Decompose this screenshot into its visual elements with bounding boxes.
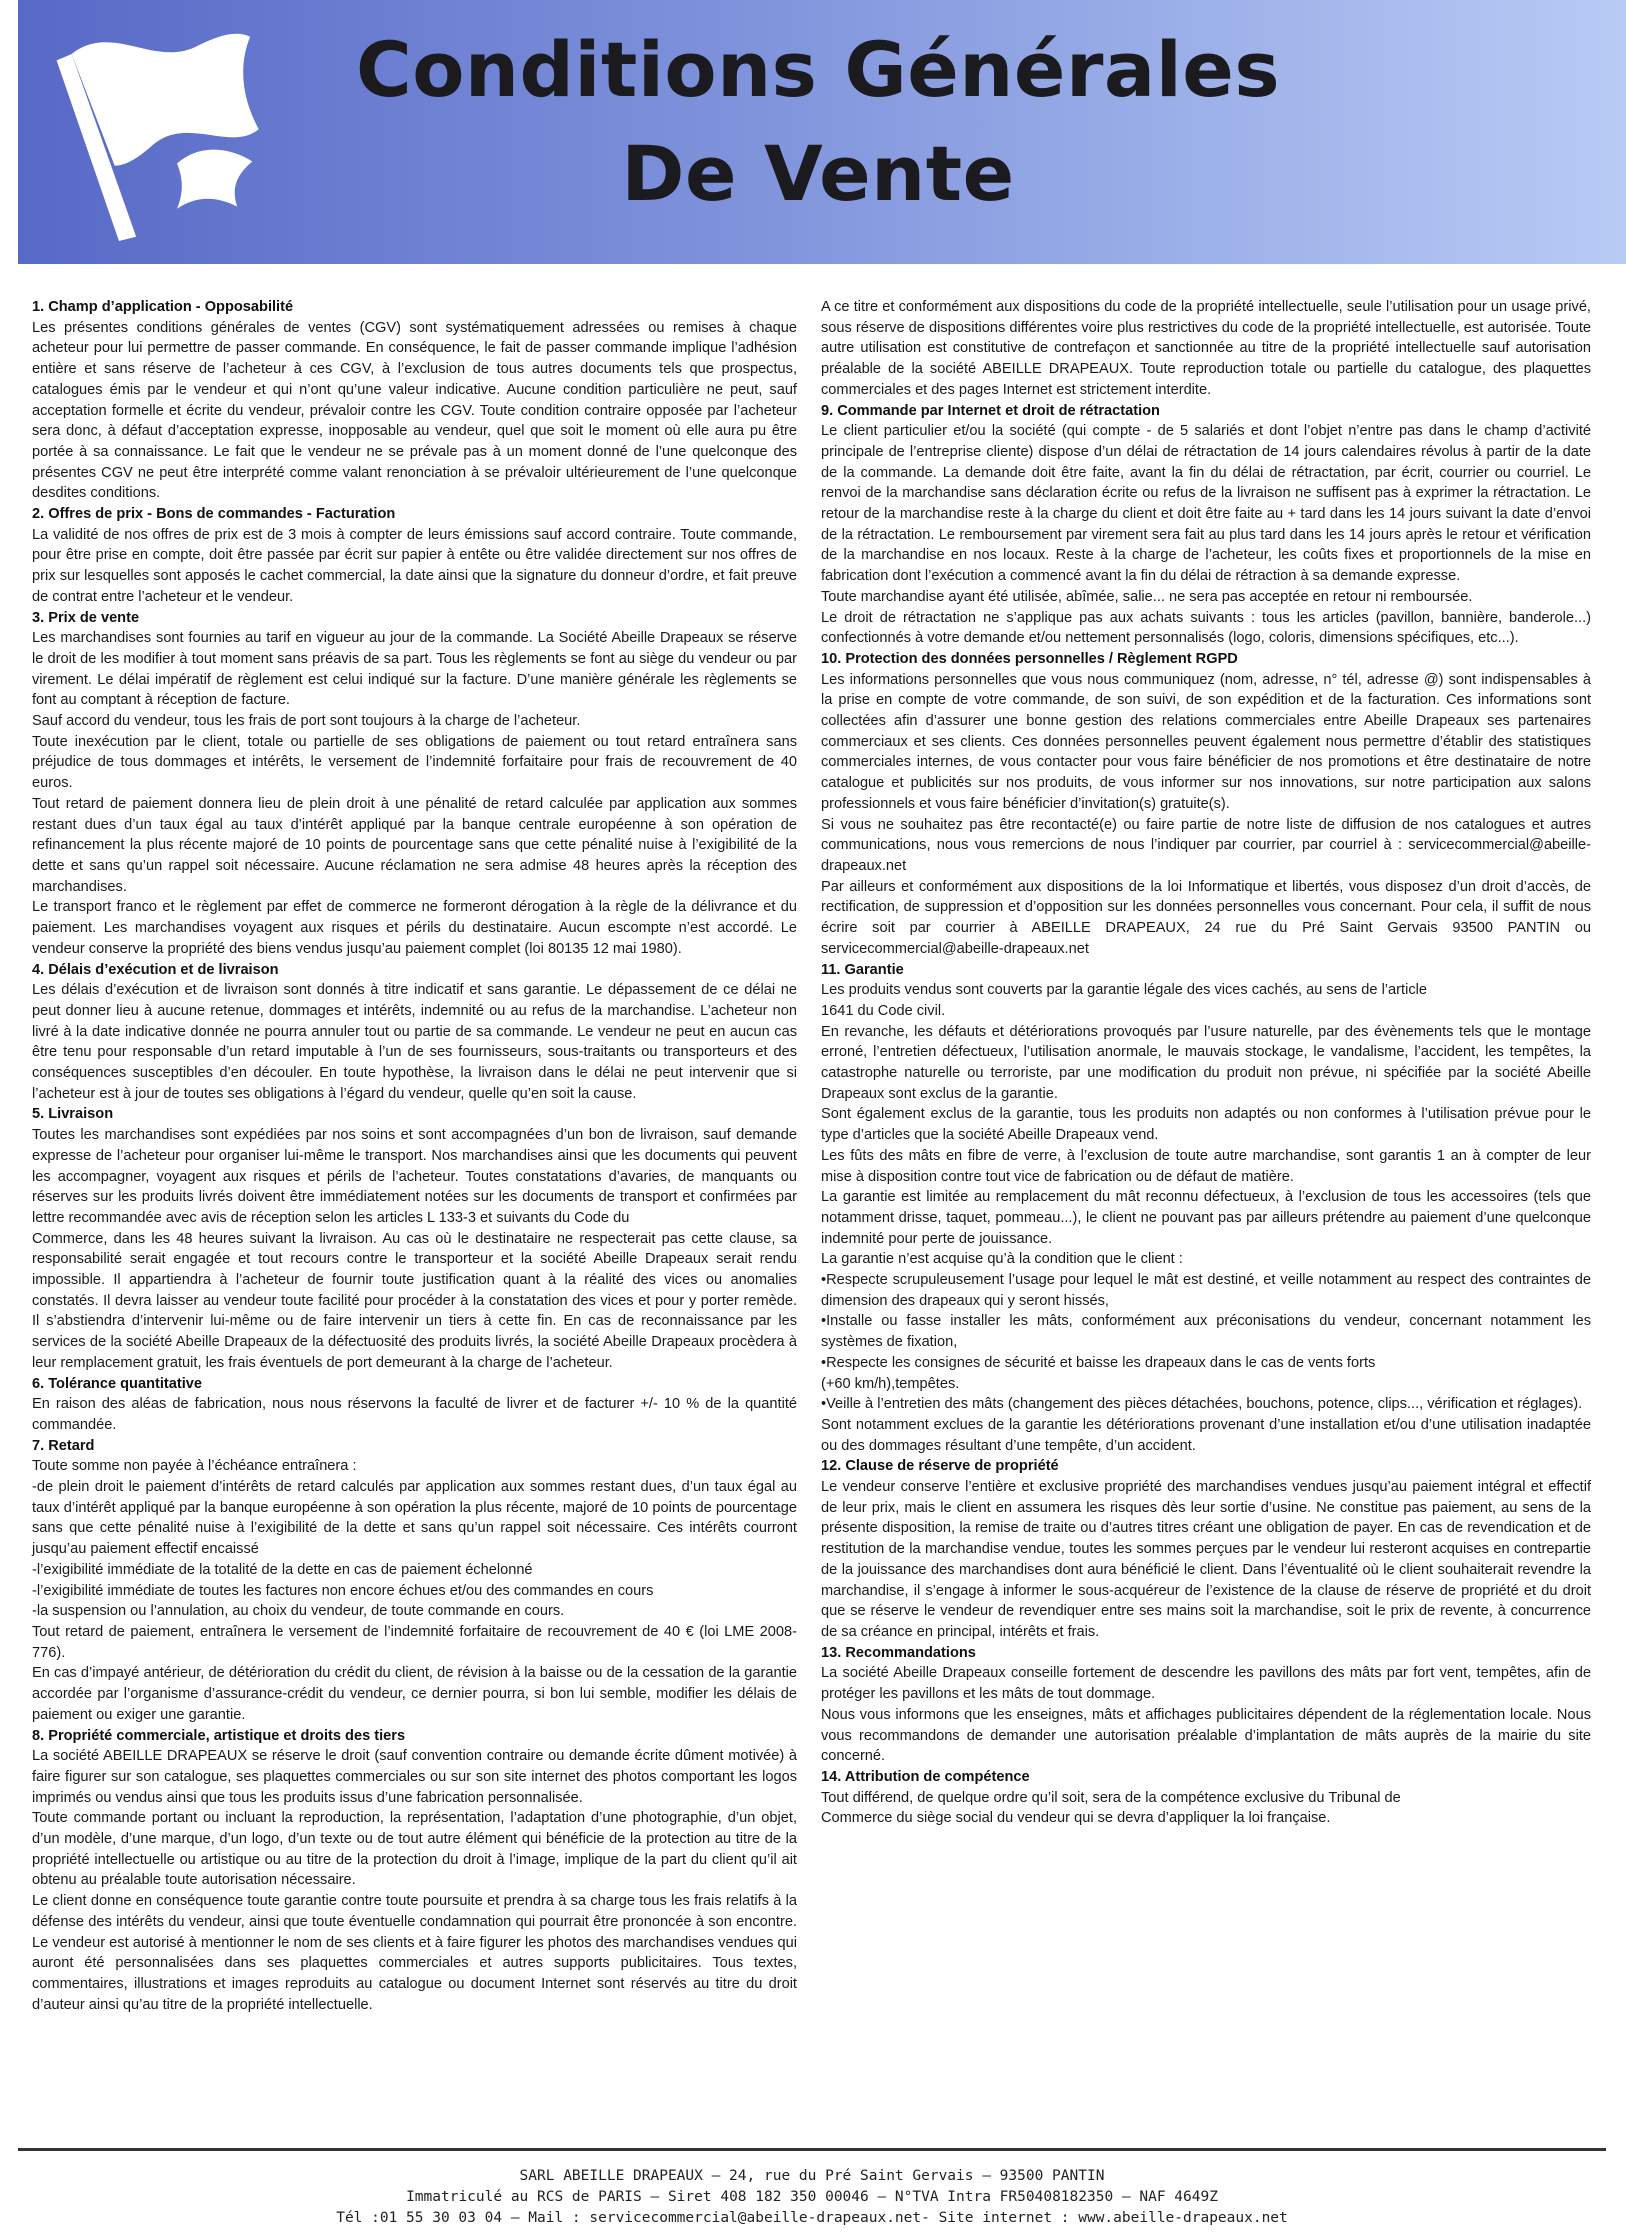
title-line-2: De Vente xyxy=(621,129,1015,218)
cgv-section xyxy=(821,401,1591,649)
section-paragraph: Toute marchandise ayant été utilisée, abîmée, salie... ne sera pas acceptée en retour ni remboursée. xyxy=(821,588,1473,605)
section-paragraph: En revanche, les défauts et détériorations provoqués par l’usure naturelle, par des évènements tels que le montage erroné, l’entretien défectueux, l’utilisation anormale, le mauvais stockage, le vandalisme, l’accident, les tempêtes, la catastrophe naturelle ou terroriste, par une modification du produit non prévue, ni spécifiée par la société Abeille Drapeaux sont exclus de la garantie. xyxy=(821,1023,1591,1102)
cgv-section xyxy=(32,960,797,1105)
section-heading: 12. Clause de réserve de propriété xyxy=(821,1458,1059,1475)
section-paragraph: Commerce, dans les 48 heures suivant la livraison. Au cas où le destinataire ne respecterait pas cette clause, sa responsabilité serait engagée et tout recours contre le transporteur et la société Abeille Drapeaux serait rendu impossible. Il appartiendra à l’acheteur de fournir toute justification quant à la réalité des vices ou anomalies constatés. Il devra laisser au vendeur toute facilité pour procéder à la constatation des vices et pour y porter remède. Il s’abstiendra d’intervenir lui-même ou de faire intervenir un tiers à cette fin. En cas de reconnaissance par les services de la société Abeille Drapeaux de la défectuosité des produits livrés, la société Abeille Drapeaux procèdera à leur remplacement gratuit, les frais éventuels de port demeurant à la charge de l’acheteur. xyxy=(32,1230,797,1371)
section-paragraph: •Veille à l’entretien des mâts (changement des pièces détachées, bouchons, potence, clips..., vérification et réglages). xyxy=(821,1396,1583,1413)
footer-contact: Tél :01 55 30 03 04 – Mail : servicecommercial@abeille-drapeaux.net- Site internet : www.abeille-drapeaux.net xyxy=(336,2210,1288,2226)
footer-divider xyxy=(18,2148,1606,2151)
section-paragraph: -l’exigibilité immédiate de la totalité de la dette en cas de paiement échelonné xyxy=(32,1561,533,1578)
section-paragraph: La société Abeille Drapeaux conseille fortement de descendre les pavillons des mâts par fort vent, tempêtes, afin de protéger les pavillons et les mâts de tout dommage. xyxy=(821,1665,1591,1703)
section-heading: 3. Prix de vente xyxy=(32,609,140,626)
section-heading: 1. Champ d’application - Opposabilité xyxy=(32,299,294,315)
page-title xyxy=(278,18,1358,226)
section-paragraph: Les informations personnelles que vous nous communiquez (nom, adresse, n° tél, adresse @) sont indispensables à la prise en compte de votre commande, de son suivi, de son expédition et de la facturation. Ces informations sont collectées afin d’assurer une bonne gestion des relations commerciales entre Abeille Drapeaux ses partenaires commerciaux et ses clients. Ces données personnelles peuvent également nous permettre d’établir des statistiques commerciales internes, de vous contacter pour vous faire bénéficier de nos promotions et être destinataire de notre catalogue et publicités sur nos produits, de vous informer sur nos innovations, sur notre participation aux salons professionnels et vous faire bénéficier d’invitation(s) gratuite(s). xyxy=(821,671,1591,812)
section-paragraph: Les produits vendus sont couverts par la garantie légale des vices cachés, au sens de l’article xyxy=(821,982,1427,999)
section-paragraph: Tout retard de paiement, entraînera le versement de l’indemnité forfaitaire de recouvrement de 40 € (loi LME 2008-776). xyxy=(32,1624,797,1661)
section-paragraph: Si vous ne souhaitez pas être recontacté(e) ou faire partie de notre liste de diffusion de nos catalogues et autres communications, nous vous remercions de nous l’indiquer par courrier, par courriel à : servicecommercial@abeille-drapeaux.net xyxy=(821,816,1591,874)
cgv-section xyxy=(821,649,1591,960)
cgv-section xyxy=(32,297,797,504)
section-paragraph: -de plein droit le paiement d’intérêts de retard calculés par application aux sommes restant dues, d’un taux égal au taux d’intérêt appliqué par la banque européenne à son opération la plus récente, majoré de 10 points de pourcentage sans que cette pénalité nuise à l’exigibilité de la dette et sans qu’un rappel soit nécessaire. Ces intérêts courront jusqu’au paiement effectif encaissé xyxy=(32,1479,797,1558)
section-paragraph: Les délais d’exécution et de livraison sont donnés à titre indicatif et sans garantie. Le dépassement de ce délai ne peut donner lieu à aucune retenue, dommages et intérêts, indemnité ou au refus de la marchandise. L’acheteur non livré à la date indicative donnée ne pourra annuler tout ou partie de sa commande. Le vendeur ne peut en aucun cas être tenu pour responsable d’un retard imputable à l’un de ses fournisseurs, sous-traitants ou transporteurs et des conséquences susceptibles d’en découler. En toute hypothèse, la livraison dans le délai ne peut intervenir que si l’acheteur est à jour de toutes ses obligations à l’égard du vendeur, quelle qu’en soit la cause. xyxy=(32,982,797,1102)
section-paragraph: En cas d’impayé antérieur, de détérioration du crédit du client, de révision à la baisse ou de la cessation de la garantie accordée par l’organisme d’assurance-crédit du vendeur, ce dernier pourra, si bon lui semble, modifier les délais de paiement ou exiger une garantie. xyxy=(32,1665,797,1723)
section-heading: 14. Attribution de compétence xyxy=(821,1768,1030,1785)
cgv-section xyxy=(821,960,1591,1457)
section-heading: 9. Commande par Internet et droit de rétractation xyxy=(821,402,1160,419)
section-paragraph: -la suspension ou l’annulation, au choix du vendeur, de toute commande en cours. xyxy=(32,1603,565,1620)
flag-icon xyxy=(48,26,263,241)
section-heading: 6. Tolérance quantitative xyxy=(32,1375,203,1392)
cgv-section xyxy=(32,608,797,960)
section-paragraph: Le transport franco et le règlement par effet de commerce ne formeront dérogation à la règle de la délivrance et du paiement. Les marchandises voyagent aux risques et périls du destinataire. Aucun escompte n’est accordé. Le vendeur conserve la propriété des biens vendus jusqu’au paiement complet (loi 80135 12 mai 1980). xyxy=(32,899,797,957)
cgv-section xyxy=(32,1104,797,1373)
section-paragraph: Tout différend, de quelque ordre qu’il soit, sera de la compétence exclusive du Tribunal de xyxy=(821,1789,1401,1806)
section-paragraph: La société ABEILLE DRAPEAUX se réserve le droit (sauf convention contraire ou demande écrite dûment motivée) à faire figurer sur son catalogue, ses plaquettes commerciales ou sur son site internet des photos comportant les logos imprimés ou vendus ainsi que tous les produits issus d’une fabrication personnalisée. xyxy=(32,1748,797,1806)
cgv-section xyxy=(821,297,1591,401)
footer-registration: Immatriculé au RCS de PARIS – Siret 408 182 350 00046 – N°TVA Intra FR50408182350 – NAF 4649Z xyxy=(406,2189,1218,2205)
section-paragraph: Le droit de rétractation ne s’applique pas aux achats suivants : tous les articles (pavillon, bannière, banderole...) confectionnés à votre demande et/ou nettement personnalisés (logo, coloris, dimensions spécifiques, etc...). xyxy=(821,609,1591,647)
section-paragraph: Sont notamment exclues de la garantie les détériorations provenant d’une installation et/ou d’une utilisation inadaptée ou des dommages résultant d’une tempête, d’un accident. xyxy=(821,1416,1591,1454)
cgv-section xyxy=(32,1374,797,1436)
cgv-section xyxy=(32,1726,797,2016)
section-paragraph: (+60 km/h),tempêtes. xyxy=(821,1375,960,1392)
left-column xyxy=(32,297,797,2015)
section-heading: 5. Livraison xyxy=(32,1106,114,1123)
section-paragraph: -l’exigibilité immédiate de toutes les factures non encore échues et/ou des commandes en cours xyxy=(32,1582,654,1599)
section-paragraph: Sauf accord du vendeur, tous les frais de port sont toujours à la charge de l’acheteur. xyxy=(32,713,581,730)
section-heading: 10. Protection des données personnelles / Règlement RGPD xyxy=(821,650,1238,667)
title-line-1: Conditions Générales xyxy=(355,25,1281,114)
cgv-section xyxy=(821,1767,1591,1829)
section-heading: 4. Délais d’exécution et de livraison xyxy=(32,961,279,978)
section-paragraph: A ce titre et conformément aux dispositions du code de la propriété intellectuelle, seule l’utilisation pour un usage privé, sous réserve de dispositions différentes voire plus restrictives du code de la propriété intellectuelle, est autorisée. Toute autre utilisation est constitutive de contrefaçon et sanctionnée au titre de la propriété intellectuelle sauf autorisation préalable de la société ABEILLE DRAPEAUX. Toute reproduction totale ou partielle du catalogue, des plaquettes commerciales et des pages Internet est strictement interdite. xyxy=(821,299,1591,398)
section-paragraph: Le vendeur conserve l’entière et exclusive propriété des marchandises vendues jusqu’au paiement intégral et effectif de leur prix, mais le client en assumera les risques dès leur sortie d’usine. Ne constitue pas paiement, au sens de la présente disposition, la remise de traite ou d’autres titres créant une obligation de payer. En cas de revendication et de restitution de la marchandise vendue, toutes les sommes perçues par le vendeur lui resteront acquises en contrepartie de la jouissance des marchandises dont aura bénéficié le client. Dans l’éventualité où le client souhaiterait revendre la marchandise, il s’engage à informer le sous-acquéreur de l’existence de la clause de réserve de propriété et du droit que se réserve le vendeur de revendiquer entre ses mains soit la marchandise, soit le prix de revente, à concurrence de sa créance en principal, intérêts et frais. xyxy=(821,1479,1591,1640)
section-heading: 11. Garantie xyxy=(821,961,904,978)
section-paragraph: Commerce du siège social du vendeur qui se devra d’appliquer la loi française. xyxy=(821,1810,1331,1827)
section-paragraph: Toute somme non payée à l’échéance entraînera : xyxy=(32,1458,357,1475)
section-heading: 7. Retard xyxy=(32,1437,95,1454)
right-column xyxy=(821,297,1591,1829)
section-paragraph: •Installe ou fasse installer les mâts, conformément aux préconisations du vendeur, concernant notamment les systèmes de fixation, xyxy=(821,1313,1591,1351)
section-paragraph: La validité de nos offres de prix est de 3 mois à compter de leurs émissions sauf accord contraire. Toute commande, pour être prise en compte, doit être passée par écrit sur papier à entête ou être validée directement sur nos offres de prix sur lesquelles sont apposés le cachet commercial, la date ainsi que la signature du donneur d’ordre, et fait preuve de contrat entre l’acheteur et le vendeur. xyxy=(32,526,797,605)
section-paragraph: Les marchandises sont fournies au tarif en vigueur au jour de la commande. La Société Abeille Drapeaux se réserve le droit de les modifier à tout moment sans préavis de sa part. Tous les règlements se font au siège du vendeur ou par virement. Le délai impératif de règlement est celui indiqué sur la facture. D’une manière générale les règlements se font au comptant à réception de facture. xyxy=(32,630,797,709)
footer xyxy=(18,2166,1606,2229)
section-paragraph: •Respecte les consignes de sécurité et baisse les drapeaux dans le cas de vents forts xyxy=(821,1354,1376,1371)
cgv-section xyxy=(32,1436,797,1726)
section-paragraph: Toutes les marchandises sont expédiées par nos soins et sont accompagnées d’un bon de livraison, sauf demande expresse de l’acheteur pour organiser lui-même le transport. Nos marchandises ainsi que les documents qui peuvent les accompagner, voyagent aux risques et périls de l’acheteur. Toutes constatations d’avaries, de manquants ou réserves sur les produits livrés doivent être immédiatement notées sur les documents de transport et confirmées par lettre recommandée avec avis de réception selon les articles L 133-3 et suivants du Code du xyxy=(32,1127,797,1226)
section-heading: 8. Propriété commerciale, artistique et droits des tiers xyxy=(32,1727,406,1744)
section-paragraph: La garantie est limitée au remplacement du mât reconnu défectueux, à l’exclusion de tous les accessoires (tels que notamment drisse, taquet, pommeau...), le client ne pouvant pas par ailleurs prétendre au paiement d’une quelconque indemnité pour perte de jouissance. xyxy=(821,1189,1591,1247)
section-paragraph: Le client donne en conséquence toute garantie contre toute poursuite et prendra à sa charge tous les frais relatifs à la défense des intérêts du vendeur, ainsi que toute éventuelle condamnation qui pourrait être prononcée à son encontre. Le vendeur est autorisé à mentionner le nom de ses clients et à faire figurer les photos des marchandises vendues qui auront été personnalisées dans ses plaquettes commerciales et autres supports publicitaires. Tous textes, commentaires, illustrations et images reproduits au catalogue ou document Internet sont réservés au titre du droit d’auteur ainsi qu’au titre de la propriété intellectuelle. xyxy=(32,1893,797,2013)
cgv-section xyxy=(821,1456,1591,1642)
cgv-section xyxy=(821,1643,1591,1767)
section-paragraph: Les fûts des mâts en fibre de verre, à l’exclusion de toute autre marchandise, sont garantis 1 an à compter de leur mise à disposition contre tout vice de fabrication ou de défaut de matière. xyxy=(821,1147,1591,1185)
section-paragraph: Sont également exclus de la garantie, tous les produits non adaptés ou non conformes à l’utilisation prévue pour le type d’articles que la société Abeille Drapeaux vend. xyxy=(821,1106,1591,1144)
section-paragraph: En raison des aléas de fabrication, nous nous réservons la faculté de livrer et de facturer +/- 10 % de la quantité commandée. xyxy=(32,1396,797,1433)
section-paragraph: Par ailleurs et conformément aux dispositions de la loi Informatique et libertés, vous disposez d’un droit d’accès, de rectification, de suppression et d’opposition sur les données personnelles vous concernant. Pour cela, il suffit de nous écrire soit par courrier à ABEILLE DRAPEAUX, 24 rue du Pré Saint Gervais 93500 PANTIN ou servicecommercial@abeille-drapeaux.net xyxy=(821,878,1591,957)
footer-address: SARL ABEILLE DRAPEAUX – 24, rue du Pré Saint Gervais – 93500 PANTIN xyxy=(519,2168,1105,2184)
section-paragraph: Toute commande portant ou incluant la reproduction, la représentation, l’adaptation d’une photographie, d’un objet, d’un modèle, d’une marque, d’un logo, d’un texte ou de tout autre élément qui bénéficie de la protection au titre de la propriété intellectuelle ou artistique ou au titre de la protection du droit à l’image, implique de la part du client qu’il ait obtenu au préalable toute autorisation nécessaire. xyxy=(32,1810,797,1889)
cgv-section xyxy=(32,504,797,608)
section-paragraph: 1641 du Code civil. xyxy=(821,1002,946,1019)
section-paragraph: Toute inexécution par le client, totale ou partielle de ses obligations de paiement ou tout retard entraînera sans préjudice de tous dommages et intérêts, le versement de l’indemnité forfaitaire pour frais de recouvrement de 40 euros. xyxy=(32,733,797,792)
section-heading: 13. Recommandations xyxy=(821,1644,976,1661)
section-paragraph: Nous vous informons que les enseignes, mâts et affichages publicitaires dépendent de la réglementation locale. Nous vous recommandons de demander une autorisation préalable d’implantation de mâts auprès de la mairie du site concerné. xyxy=(821,1706,1591,1765)
section-heading: 2. Offres de prix - Bons de commandes - Facturation xyxy=(32,506,396,523)
section-paragraph: Les présentes conditions générales de ventes (CGV) sont systématiquement adressées ou remises à chaque acheteur pour lui permettre de passer commande. En conséquence, le fait de passer commande implique l’adhésion entière et sans réserve de l’acheteur à ces CGV, à l’exclusion de tous autres documents tels que prospectus, catalogues émis par le vendeur et qui n’ont qu’une valeur indicative. Aucune condition particulière ne peut, sauf acceptation formelle et écrite du vendeur, prévaloir contre les CGV. Toute condition contraire opposée par l’acheteur sera donc, à défaut d’acceptation expresse, inopposable au vendeur, quel que soit le moment où elle aura pu être portée à sa connaissance. Le fait que le vendeur ne se prévale pas à un moment donné de l’une quelconque des présentes CGV ne peut être interprété comme valant renonciation à se prévaloir ultérieurement de l’une quelconque desdites conditions. xyxy=(32,319,797,502)
section-paragraph: La garantie n’est acquise qu’à la condition que le client : xyxy=(821,1251,1183,1268)
section-paragraph: •Respecte scrupuleusement l’usage pour lequel le mât est destiné, et veille notamment au respect des contraintes de dimension des drapeaux qui y seront hissés, xyxy=(821,1272,1591,1309)
section-paragraph: Le client particulier et/ou la société (qui compte - de 5 salariés et dont l’objet n’entre pas dans le champ d’activité principale de l’entreprise cliente) dispose d’un délai de rétractation de 14 jours calendaires révolus à partir de la date de la commande. La demande doit être faite, avant la fin du délai de rétractation, par écrit, courrier ou courriel. Le renvoi de la marchandise sans déclaration écrite ou refus de la livraison ne suffisent pas à exprimer la rétractation. Le retour de la marchandise reste à la charge du client et doit être faite au + tard dans les 14 jours suivant la date d’envoi de la rétractation. Le remboursement par virement sera fait au plus tard dans les 14 jours après le retour et vérification de la marchandise en nos locaux. Reste à la charge de l’acheteur, les coûts fixes et proportionnels de la mise en fabrication dont l’exécution a commencé avant la fin du délai de rétraction à sa demande expresse. xyxy=(821,423,1591,585)
section-paragraph: Tout retard de paiement donnera lieu de plein droit à une pénalité de retard calculée par application aux sommes restant dues d’un taux égal au taux d’intérêt appliqué par la banque centrale européenne à son opération de refinancement la plus récente majoré de 10 points de pourcentage sans que cette pénalité nuise à l’exigibilité de la dette et sans qu’un rappel soit nécessaire. Aucune réclamation ne sera admise 48 heures après la réception des marchandises. xyxy=(32,795,797,895)
header-banner xyxy=(18,0,1626,264)
